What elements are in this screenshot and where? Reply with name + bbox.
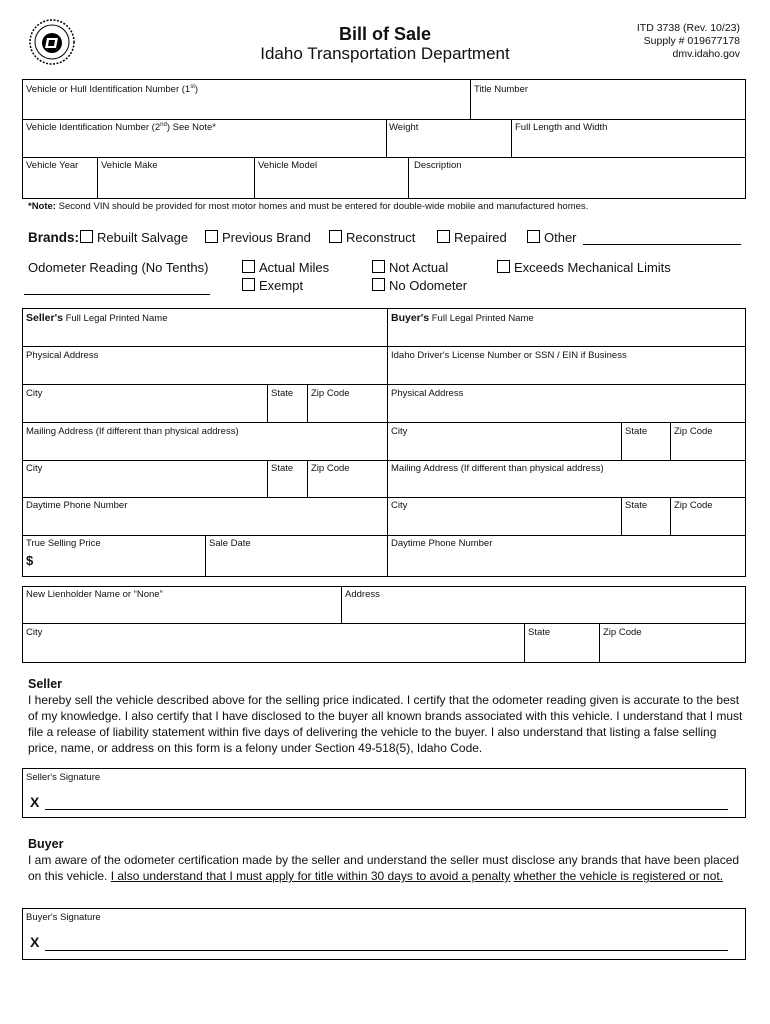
odo-no-odometer[interactable]: No Odometer	[372, 278, 467, 293]
buyer-statement-text: I am aware of the odometer certification made by the seller and understand the seller must disclose any brands that have been placed on this vehicle. I also understand that I must apply for title within 30 days to avoid a penalty whether the vehicle is registered or not.	[28, 853, 740, 883]
seller-statement-heading: Seller	[28, 677, 63, 691]
buyer-statement-heading: Buyer	[28, 837, 64, 851]
buyer-name-field[interactable]: Buyer's Full Legal Printed Name	[391, 312, 534, 324]
checkbox[interactable]	[205, 230, 218, 243]
checkbox[interactable]	[372, 260, 385, 273]
seller-mailing-address-field[interactable]: Mailing Address (If different than physical address)	[26, 426, 239, 437]
seller-mailing-state-field[interactable]: State	[271, 463, 294, 474]
seller-signature-x: X	[30, 794, 40, 810]
odometer-reading-line[interactable]	[24, 294, 210, 295]
buyer-mailing-city-field[interactable]: City	[391, 500, 408, 511]
lienholder-zip-field[interactable]: Zip Code	[603, 627, 642, 638]
vehicle-model-field[interactable]: Vehicle Model	[258, 160, 318, 171]
brands-label: Brands:	[28, 230, 80, 245]
buyer-state-field[interactable]: State	[625, 426, 648, 437]
seller-statement-text: I hereby sell the vehicle described above for the selling price indicated. I certify that the odometer reading given is accurate to the best of my knowledge. I also certify that I have disclosed to the buyer all known brands associated with this vehicle. I understand that I must file a release of liability statement within five days of delivering the vehicle to the buyer. I also understand that listing a false selling price, name, or address on this form is a felony under Section 49-518(5), Idaho Code.	[28, 693, 743, 755]
seller-buyer-box	[22, 308, 746, 577]
brand-rebuilt-salvage[interactable]: Rebuilt Salvage	[80, 230, 188, 245]
title-number-field[interactable]: Title Number	[474, 84, 529, 95]
buyer-mailing-state-field[interactable]: State	[625, 500, 648, 511]
checkbox[interactable]	[497, 260, 510, 273]
seller-mailing-zip-field[interactable]: Zip Code	[311, 463, 350, 474]
website: dmv.idaho.gov	[672, 48, 740, 60]
seller-signature-label: Seller's Signature	[26, 772, 101, 783]
brand-reconstruct[interactable]: Reconstruct	[329, 230, 415, 245]
odo-exempt[interactable]: Exempt	[242, 278, 303, 293]
vin-note: *Note: Second VIN should be provided for most motor homes and must be entered for double-wide mobile and manufactured homes.	[28, 201, 589, 212]
buyer-signature-box[interactable]	[22, 908, 746, 960]
seller-zip-field[interactable]: Zip Code	[311, 388, 350, 399]
seller-statement	[28, 676, 744, 756]
odometer-label: Odometer Reading (No Tenths)	[28, 260, 209, 275]
buyer-signature-line[interactable]	[45, 950, 728, 951]
buyer-statement	[28, 836, 744, 884]
lienholder-city-field[interactable]: City	[26, 627, 43, 638]
seller-state-field[interactable]: State	[271, 388, 294, 399]
page-title: Bill of Sale	[338, 24, 432, 44]
buyer-zip-field[interactable]: Zip Code	[674, 426, 713, 437]
brands-row	[28, 230, 79, 245]
page-subtitle: Idaho Transportation Department	[260, 44, 510, 63]
vin2-field[interactable]: Vehicle Identification Number (2nd) See Note*	[26, 122, 216, 134]
checkbox[interactable]	[242, 278, 255, 291]
checkbox[interactable]	[80, 230, 93, 243]
buyer-mailing-zip-field[interactable]: Zip Code	[674, 500, 713, 511]
buyer-mailing-address-field[interactable]: Mailing Address (If different than physical address)	[391, 463, 604, 474]
brand-previous-brand[interactable]: Previous Brand	[205, 230, 311, 245]
seller-physical-address-field[interactable]: Physical Address	[26, 350, 99, 361]
checkbox[interactable]	[329, 230, 342, 243]
buyer-signature-label: Buyer's Signature	[26, 912, 101, 923]
weight-field[interactable]: Weight	[389, 122, 419, 133]
vehicle-info-box	[22, 79, 746, 199]
seller-name-field[interactable]: Seller's Full Legal Printed Name	[26, 312, 168, 324]
dollar-sign: $	[26, 553, 34, 568]
brand-repaired[interactable]: Repaired	[437, 230, 507, 245]
seller-phone-field[interactable]: Daytime Phone Number	[26, 500, 128, 511]
checkbox[interactable]	[242, 260, 255, 273]
buyer-license-field[interactable]: Idaho Driver's License Number or SSN / EIN if Business	[391, 350, 627, 361]
checkbox[interactable]	[437, 230, 450, 243]
checkbox[interactable]	[372, 278, 385, 291]
seller-mailing-city-field[interactable]: City	[26, 463, 43, 474]
sale-date-field[interactable]: Sale Date	[209, 538, 251, 549]
seller-signature-box[interactable]	[22, 768, 746, 818]
odo-actual-miles[interactable]: Actual Miles	[242, 260, 329, 275]
form-number: ITD 3738 (Rev. 10/23)	[636, 22, 740, 34]
vehicle-make-field[interactable]: Vehicle Make	[101, 160, 158, 171]
other-brand-line[interactable]	[583, 244, 741, 245]
buyer-phone-field[interactable]: Daytime Phone Number	[391, 538, 493, 549]
supply-number: Supply # 019677178	[643, 35, 740, 47]
buyer-city-field[interactable]: City	[391, 426, 408, 437]
lienholder-name-field[interactable]: New Lienholder Name or “None”	[26, 589, 163, 600]
vin1-field[interactable]: Vehicle or Hull Identification Number (1st)	[26, 84, 199, 96]
seller-city-field[interactable]: City	[26, 388, 43, 399]
checkbox[interactable]	[527, 230, 540, 243]
odo-not-actual[interactable]: Not Actual	[372, 260, 448, 275]
length-width-field[interactable]: Full Length and Width	[515, 122, 608, 133]
lienholder-state-field[interactable]: State	[528, 627, 551, 638]
vehicle-year-field[interactable]: Vehicle Year	[26, 160, 79, 171]
lienholder-address-field[interactable]: Address	[345, 589, 380, 600]
form-info	[637, 22, 740, 61]
buyer-physical-address-field[interactable]: Physical Address	[391, 388, 464, 399]
description-field[interactable]: Description	[414, 160, 462, 171]
brand-other[interactable]: Other	[527, 230, 577, 245]
seller-signature-line[interactable]	[45, 809, 728, 810]
selling-price-field[interactable]: True Selling Price	[26, 538, 101, 549]
odo-exceeds[interactable]: Exceeds Mechanical Limits	[497, 260, 671, 275]
buyer-signature-x: X	[30, 934, 40, 950]
